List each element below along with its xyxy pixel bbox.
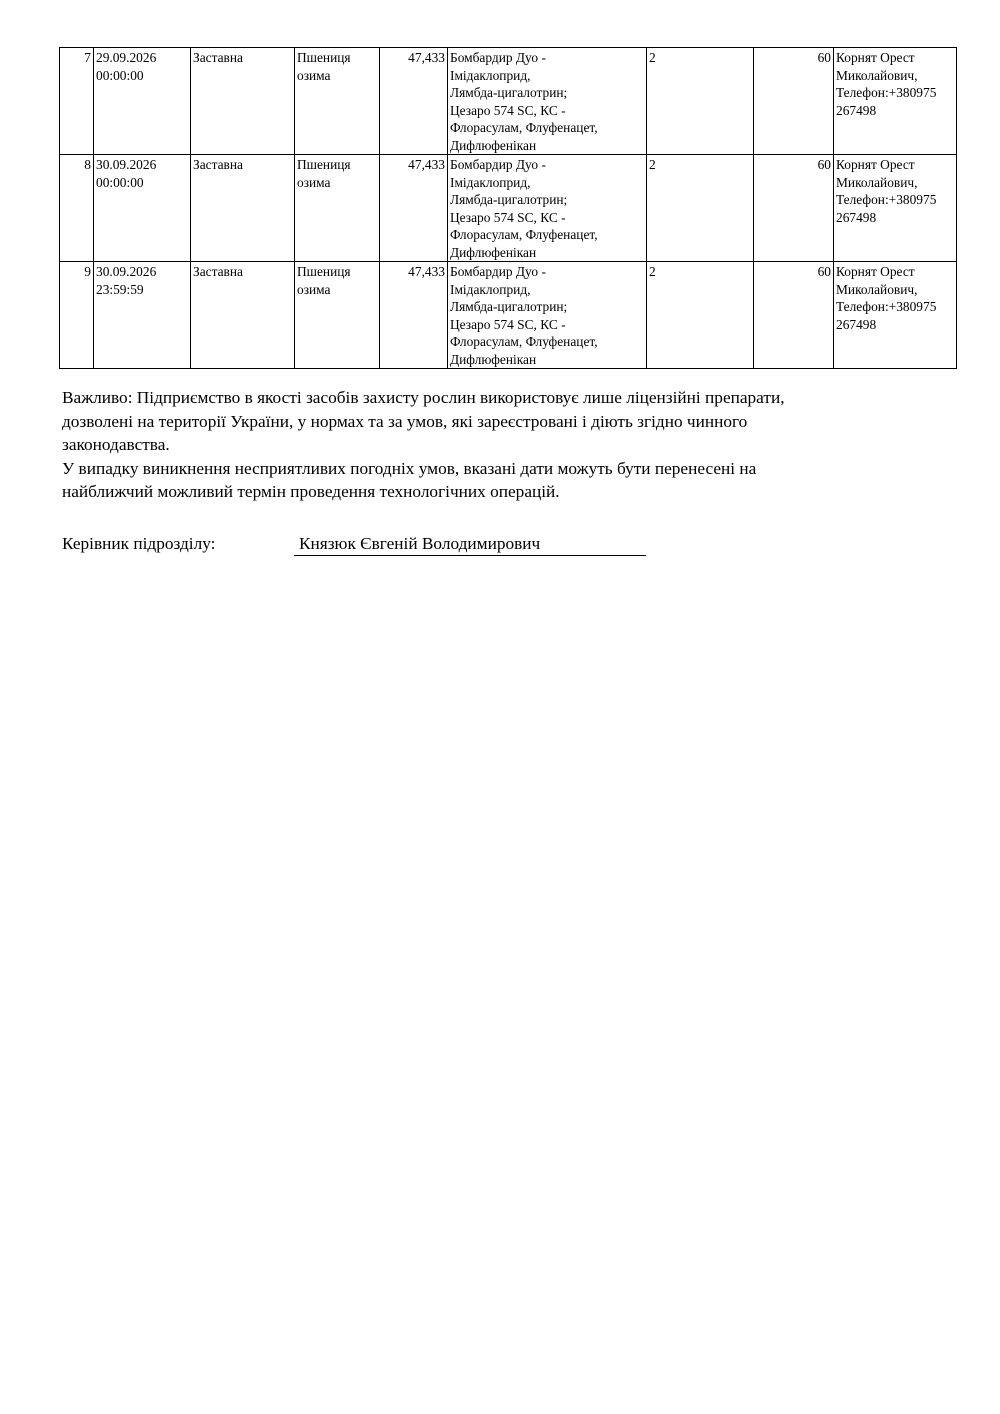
schedule-table [59, 47, 957, 369]
signature-label: Керівник підрозділу: [62, 534, 216, 553]
important-notice [62, 386, 942, 504]
date-value: 30.09.2026 [96, 157, 157, 172]
notice-line: У випадку виникнення несприятливих погодніх умов, вказані дати можуть бути перенесені на [62, 458, 757, 478]
crop-line: озима [297, 67, 331, 83]
method-cell: 2 [647, 48, 754, 155]
crop-line: озима [297, 174, 331, 190]
time-value: 00:00:00 [96, 67, 144, 83]
preparation-line: Флорасулам, Флуфенацет, [450, 120, 598, 135]
preparation-line: Імідаклоприд, [450, 174, 531, 190]
crop-cell [295, 262, 380, 369]
date-cell [94, 48, 191, 155]
notice-line: законодавства. [62, 435, 170, 454]
preparation-cell [448, 262, 647, 369]
contact-line: Телефон:+380975 [836, 85, 937, 100]
row-number: 7 [60, 48, 94, 155]
crop-line: Пшениця [297, 264, 351, 279]
crop-line: Пшениця [297, 157, 351, 172]
preparation-cell [448, 48, 647, 155]
preparation-line: Дифлюфенікан [450, 351, 537, 367]
operation-cell: Заставна [191, 262, 295, 369]
preparation-line: Бомбардир Дуо - [450, 264, 546, 279]
contact-line: Корнят Орест [836, 264, 915, 279]
contact-line: Миколайович, [836, 281, 918, 297]
preparation-line: Цезаро 574 SC, КС - [450, 209, 566, 225]
preparation-line: Імідаклоприд, [450, 281, 531, 297]
contact-line: Телефон:+380975 [836, 299, 937, 314]
contact-cell [834, 155, 957, 262]
area-cell: 47,433 [380, 48, 448, 155]
contact-line: Миколайович, [836, 174, 918, 190]
contact-cell [834, 262, 957, 369]
notice-line: дозволені на території України, у нормах та за умов, які зареєстровані і діють згідно чинного [62, 411, 748, 431]
signature-name: Князюк Євгеній Володимирович [294, 533, 646, 556]
table-row [60, 262, 957, 369]
preparation-line: Імідаклоприд, [450, 67, 531, 83]
time-value: 00:00:00 [96, 174, 144, 190]
consumption-cell: 60 [754, 48, 834, 155]
table-row [60, 155, 957, 262]
crop-cell [295, 48, 380, 155]
consumption-cell: 60 [754, 155, 834, 262]
contact-line: Миколайович, [836, 67, 918, 83]
preparation-line: Бомбардир Дуо - [450, 157, 546, 172]
operation-cell: Заставна [191, 155, 295, 262]
date-cell [94, 155, 191, 262]
time-value: 23:59:59 [96, 281, 144, 297]
contact-line: Телефон:+380975 [836, 192, 937, 207]
preparation-line: Цезаро 574 SC, КС - [450, 316, 566, 332]
crop-cell [295, 155, 380, 262]
preparation-line: Лямбда-цигалотрин; [450, 192, 568, 207]
contact-cell [834, 48, 957, 155]
method-cell: 2 [647, 155, 754, 262]
table-row [60, 48, 957, 155]
preparation-cell [448, 155, 647, 262]
row-number: 8 [60, 155, 94, 262]
contact-line: Корнят Орест [836, 157, 915, 172]
crop-line: Пшениця [297, 50, 351, 65]
contact-line: 267498 [836, 209, 877, 225]
preparation-line: Бомбардир Дуо - [450, 50, 546, 65]
contact-line: 267498 [836, 102, 877, 118]
crop-line: озима [297, 281, 331, 297]
consumption-cell: 60 [754, 262, 834, 369]
contact-line: 267498 [836, 316, 877, 332]
area-cell: 47,433 [380, 155, 448, 262]
operation-cell: Заставна [191, 48, 295, 155]
area-cell: 47,433 [380, 262, 448, 369]
date-value: 30.09.2026 [96, 264, 157, 279]
preparation-line: Цезаро 574 SC, КС - [450, 102, 566, 118]
notice-line: Важливо: Підприємство в якості засобів захисту рослин використовує лише ліцензійні препарати, [62, 388, 785, 407]
contact-line: Корнят Орест [836, 50, 915, 65]
row-number: 9 [60, 262, 94, 369]
preparation-line: Дифлюфенікан [450, 137, 537, 153]
preparation-line: Флорасулам, Флуфенацет, [450, 334, 598, 349]
preparation-line: Флорасулам, Флуфенацет, [450, 227, 598, 242]
date-cell [94, 262, 191, 369]
preparation-line: Лямбда-цигалотрин; [450, 85, 568, 100]
preparation-line: Лямбда-цигалотрин; [450, 299, 568, 314]
notice-line: найближчий можливий термін проведення технологічних операцій. [62, 482, 560, 501]
method-cell: 2 [647, 262, 754, 369]
preparation-line: Дифлюфенікан [450, 244, 537, 260]
date-value: 29.09.2026 [96, 50, 157, 65]
